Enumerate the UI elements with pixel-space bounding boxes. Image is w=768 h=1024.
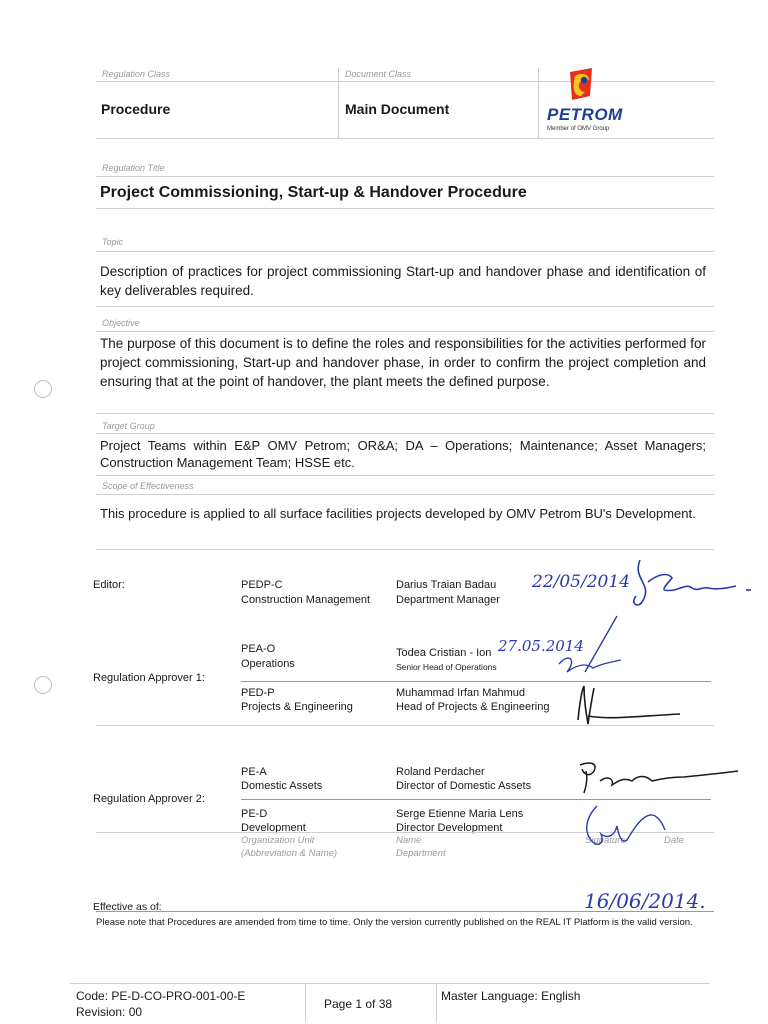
logo-name: PETROM	[547, 105, 623, 124]
document-class-caption: Document Class	[345, 69, 412, 79]
approver1-label: Regulation Approver 1:	[93, 672, 205, 684]
approver2b-unit-code: PE-D	[241, 808, 268, 820]
regulation-title: Project Commissioning, Start-up & Handover Procedure	[100, 184, 527, 201]
approver2a-signature	[574, 755, 744, 800]
topic-text: Description of practices for project commissioning Start-up and handover phase and identification of key deliverables required.	[100, 264, 706, 298]
approver1b-signature	[570, 680, 720, 730]
footer-revision: Revision: 00	[76, 1005, 143, 1019]
regulation-title-caption: Regulation Title	[102, 163, 165, 173]
effective-date: 16/06/2014.	[584, 889, 706, 913]
approver2a-unit-name: Domestic Assets	[241, 780, 323, 792]
topic-caption: Topic	[102, 237, 124, 247]
legend-date: Date	[664, 835, 685, 846]
approver2-label: Regulation Approver 2:	[93, 793, 205, 805]
approver2a-unit-code: PE-A	[241, 766, 267, 778]
legend-abbrev: (Abbreviation & Name)	[241, 848, 338, 859]
approver2a-name: Roland Perdacher	[396, 766, 485, 778]
approver2b-unit-name: Development	[241, 822, 306, 834]
footer-master-language: Master Language: English	[441, 989, 581, 1003]
approver1b-name: Muhammad Irfan Mahmud	[396, 687, 525, 699]
logo-tagline: Member of OMV Group	[547, 126, 610, 132]
approver1b-unit-name: Projects & Engineering	[241, 701, 353, 713]
objective-text: The purpose of this document is to define the roles and responsibilities for the activities performed for project commissioning, Start-up and handover phase, in order to confirm the project completion and ensuring that at the point of handover, the plant meets the defined purpose.	[100, 336, 706, 389]
editor-label: Editor:	[93, 579, 125, 591]
legend-unit: Organization Unit	[241, 835, 315, 846]
scope-text: This procedure is applied to all surface facilities projects developed by OMV Petrom BU's Development.	[100, 506, 696, 521]
punch-hole-top	[34, 380, 52, 398]
effective-note: Please note that Procedures are amended from time to time. Only the version currently published on the REAL IT Platform is the valid version.	[96, 917, 693, 928]
approver2a-department: Director of Domestic Assets	[396, 780, 532, 792]
editor-sign-date: 22/05/2014	[532, 572, 630, 592]
objective-caption: Objective	[102, 318, 140, 328]
approver1a-department: Senior Head of Operations	[396, 662, 497, 672]
scope-caption: Scope of Effectiveness	[102, 481, 194, 491]
punch-hole-bottom	[34, 676, 52, 694]
legend-signature: Signature	[585, 835, 626, 846]
effective-label: Effective as of:	[93, 901, 162, 913]
approver1a-unit-name: Operations	[241, 658, 295, 670]
document-class-value: Main Document	[345, 101, 450, 117]
legend-name: Name	[396, 835, 422, 846]
target-group-caption: Target Group	[102, 421, 155, 431]
petrom-emblem-icon	[545, 66, 625, 108]
approver1b-department: Head of Projects & Engineering	[396, 701, 550, 713]
legend-department: Department	[396, 848, 446, 859]
petrom-logo	[545, 66, 625, 138]
footer-code: Code: PE-D-CO-PRO-001-00-E	[76, 989, 246, 1003]
approver2b-signature	[575, 800, 685, 860]
regulation-class-caption: Regulation Class	[102, 69, 171, 79]
footer-page: Page 1 of 38	[324, 997, 393, 1011]
approver1a-unit-code: PEA-O	[241, 643, 276, 655]
editor-signature	[628, 552, 758, 612]
editor-unit-code: PEDP-C	[241, 579, 283, 591]
approver1a-signature	[545, 612, 635, 682]
approver1b-unit-code: PED-P	[241, 687, 275, 699]
approver2b-name: Serge Etienne Maria Lens	[396, 808, 524, 820]
approver1a-sign-date: 27.05.2014	[498, 637, 584, 655]
editor-unit-name: Construction Management	[241, 594, 371, 606]
approver2b-department: Director Development	[396, 822, 503, 834]
editor-department: Department Manager	[396, 594, 500, 606]
regulation-class-value: Procedure	[101, 101, 171, 117]
editor-name: Darius Traian Badau	[396, 579, 497, 591]
target-group-text: Project Teams within E&P OMV Petrom; OR&A; DA – Operations; Maintenance; Asset Managers; Construction Management Team; HSSE etc.	[100, 438, 706, 470]
approver1a-name: Todea Cristian - Ion	[396, 647, 492, 659]
